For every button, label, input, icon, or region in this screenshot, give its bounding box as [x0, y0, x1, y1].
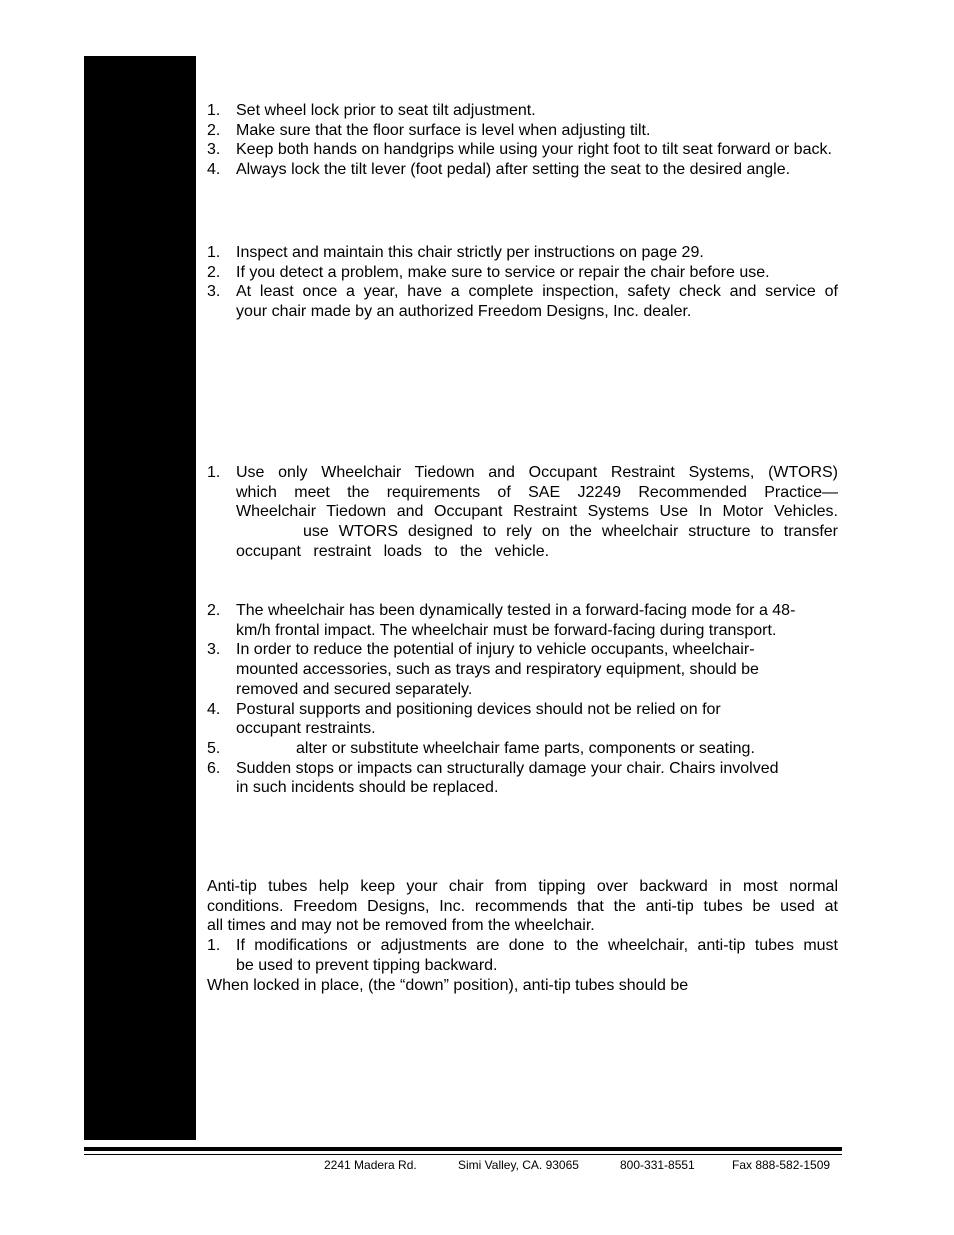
- item-text-line: km/h frontal impact. The wheelchair must be forward-facing during transport.: [236, 621, 777, 639]
- item-text-line: In order to reduce the potential of injury to vehicle occupants, wheelchair-: [236, 641, 755, 659]
- footer-rule-thin: [84, 1154, 842, 1155]
- antitip-section: [207, 877, 838, 995]
- list-item: [207, 601, 838, 640]
- list-item: [207, 463, 838, 562]
- item-text: Inspect and maintain this chair strictly per instructions on page 29.: [236, 244, 704, 261]
- item-text-line: alter or substitute wheelchair fame parts, components or seating.: [296, 739, 755, 757]
- closing-line: When locked in place, (the “down” position), anti-tip tubes should be: [207, 976, 689, 994]
- item-text-line: which meet the requirements of SAE J2249 Recommended Practice—: [236, 483, 838, 501]
- item-text: Make sure that the floor surface is level when adjusting tilt.: [236, 121, 651, 139]
- paragraph-line: conditions. Freedom Designs, Inc. recommends that the anti-tip tubes be used at: [207, 897, 838, 915]
- list-item: [207, 936, 838, 975]
- footer-city: Simi Valley, CA. 93065: [458, 1158, 579, 1172]
- footer-address: 2241 Madera Rd.: [324, 1158, 417, 1172]
- maintenance-instructions: [207, 243, 838, 322]
- footer-rule: [84, 1147, 842, 1151]
- list-item: [207, 759, 838, 798]
- item-number: 6.: [207, 759, 221, 777]
- list-item: [207, 700, 838, 739]
- transport-items: [207, 601, 838, 798]
- item-text-line: occupant restraints.: [236, 720, 376, 738]
- item-text-line: Sudden stops or impacts can structurally damage your chair. Chairs involved: [236, 759, 779, 777]
- item-text-line: If modifications or adjustments are done to the wheelchair, anti-tip tubes must: [236, 937, 838, 955]
- item-text-line: Use only Wheelchair Tiedown and Occupant Restraint Systems, (WTORS): [236, 464, 838, 481]
- item-text: Set wheel lock prior to seat tilt adjustment.: [236, 102, 536, 119]
- item-text: Always lock the tilt lever (foot pedal) after setting the seat to the desired angle.: [236, 161, 791, 179]
- list-item: [207, 160, 838, 180]
- item-number: 4.: [207, 161, 221, 179]
- paragraph-line: all times and may not be removed from the wheelchair.: [207, 917, 595, 935]
- item-number: 1.: [207, 937, 221, 955]
- item-text-line: The wheelchair has been dynamically tested in a forward-facing mode for a 48-: [236, 602, 796, 619]
- list-item: [207, 282, 838, 321]
- list-item: [207, 121, 838, 141]
- item-text-line: in such incidents should be replaced.: [236, 779, 499, 797]
- item-text-line: your chair made by an authorized Freedom Designs, Inc. dealer.: [236, 303, 692, 321]
- item-text-line: removed and secured separately.: [236, 680, 473, 698]
- item-text: If you detect a problem, make sure to service or repair the chair before use.: [236, 263, 770, 281]
- list-item: [207, 101, 838, 121]
- item-text-line: Wheelchair Tiedown and Occupant Restraint Systems Use In Motor Vehicles.: [236, 503, 838, 521]
- item-text-line: use WTORS designed to rely on the wheelchair structure to transfer: [303, 523, 838, 541]
- item-text-line: mounted accessories, such as trays and respiratory equipment, should be: [236, 661, 759, 679]
- item-number: 2.: [207, 263, 221, 281]
- list-item: [207, 640, 838, 699]
- list-item: [207, 739, 838, 759]
- item-text-line: At least once a year, have a complete inspection, safety check and service of: [236, 283, 838, 301]
- item-number: 1.: [207, 244, 221, 261]
- list-item: [207, 243, 838, 263]
- footer-fax: Fax 888-582-1509: [732, 1158, 831, 1172]
- footer-phone: 800-331-8551: [620, 1158, 695, 1172]
- item-number: 3.: [207, 283, 221, 301]
- sidebar-block: [84, 56, 196, 1140]
- item-number: 5.: [207, 739, 221, 757]
- item-text-line: Postural supports and positioning devices should not be relied on for: [236, 700, 721, 718]
- item-number: 2.: [207, 121, 221, 139]
- item-text: Keep both hands on handgrips while using your right foot to tilt seat forward or back.: [236, 141, 832, 159]
- list-item: [207, 140, 838, 160]
- item-text-line: occupant restraint loads to the vehicle.: [236, 542, 550, 560]
- tilt-instructions: [207, 101, 838, 180]
- item-number: 2.: [207, 602, 221, 619]
- item-number: 1.: [207, 102, 221, 119]
- item-number: 3.: [207, 141, 221, 159]
- transport-item-1: [207, 463, 838, 562]
- item-text-line: be used to prevent tipping backward.: [236, 956, 498, 974]
- item-number: 4.: [207, 700, 221, 718]
- list-item: [207, 263, 838, 283]
- paragraph-line: Anti-tip tubes help keep your chair from tipping over backward in most normal: [207, 878, 838, 895]
- item-number: 3.: [207, 641, 221, 659]
- item-number: 1.: [207, 464, 221, 481]
